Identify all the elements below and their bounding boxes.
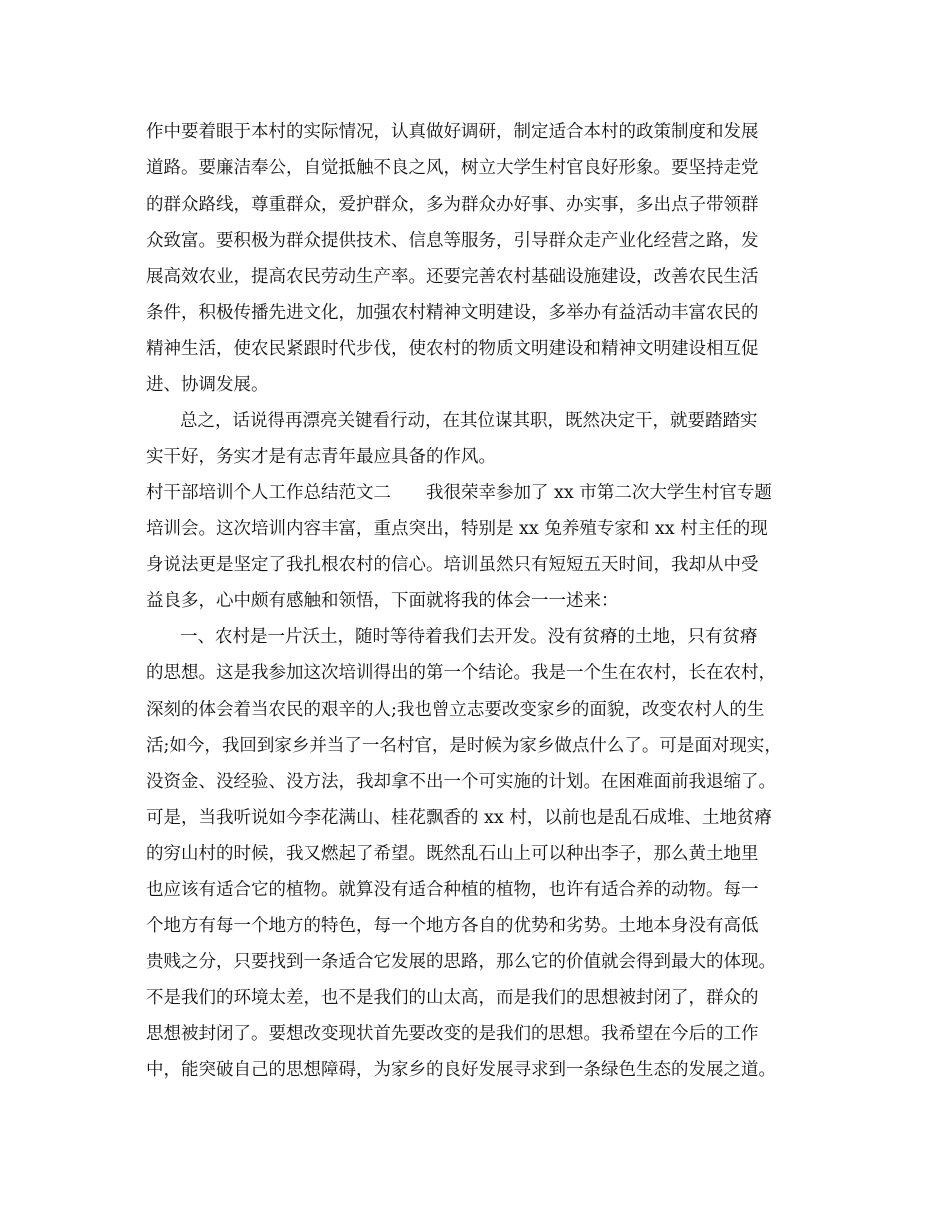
section-heading-line: 村干部培训个人工作总结范文二 我很荣幸参加了 xx 市第二次大学生村官专题 <box>146 483 772 503</box>
text-line: 益良多，心中颇有感触和领悟，下面就将我的体会一一述来： <box>146 591 619 611</box>
text-line: 作中要着眼于本村的实际情况，认真做好调研，制定适合本村的政策制度和发展 <box>146 122 759 142</box>
text-line: 实干好，务实才是有志青年最应具备的作风。 <box>146 447 496 467</box>
text-line: 培训会。这次培训内容丰富，重点突出，特别是 xx 兔养殖专家和 xx 村主任的现 <box>146 519 768 539</box>
text-line: 深刻的体会着当农民的艰辛的人;我也曾立志要改变家乡的面貌，改变农村人的生 <box>146 700 765 720</box>
text-line: 的群众路线，尊重群众，爱护群众，多为群众办好事、办实事，多出点子带领群 <box>146 195 759 215</box>
paragraph-start-line: 总之，话说得再漂亮关键看行动，在其位谋其职，既然决定干，就要踏踏实 <box>180 411 758 431</box>
text-line: 身说法更是坚定了我扎根农村的信心。培训虽然只有短短五天时间，我却从中受 <box>146 555 759 575</box>
text-line: 中，能突破自己的思想障碍，为家乡的良好发展寻求到一条绿色生态的发展之道。 <box>146 1060 776 1080</box>
text-line: 展高效农业，提高农民劳动生产率。还要完善农村基础设施建设，改善农民生活 <box>146 267 759 287</box>
text-line: 条件，积极传播先进文化，加强农村精神文明建设，多举办有益活动丰富农民的 <box>146 303 759 323</box>
text-line: 道路。要廉洁奉公，自觉抵触不良之风，树立大学生村官良好形象。要坚持走党 <box>146 158 759 178</box>
text-line: 的穷山村的时候，我又燃起了希望。既然乱石山上可以种出李子，那么黄土地里 <box>146 844 759 864</box>
text-line: 精神生活，使农民紧跟时代步伐，使农村的物质文明建设和精神文明建设相互促 <box>146 339 759 359</box>
text-line: 没资金、没经验、没方法，我却拿不出一个可实施的计划。在困难面前我退缩了。 <box>146 772 776 792</box>
text-line: 个地方有每一个地方的特色，每一个地方各自的优势和劣势。土地本身没有高低 <box>146 916 759 936</box>
text-line: 进、协调发展。 <box>146 375 269 395</box>
text-line: 也应该有适合它的植物。就算没有适合种植的植物，也许有适合养的动物。每一 <box>146 880 759 900</box>
text-line: 不是我们的环境太差，也不是我们的山太高，而是我们的思想被封闭了，群众的 <box>146 988 759 1008</box>
text-line: 可是，当我听说如今李花满山、桂花飘香的 xx 村，以前也是乱石成堆、土地贫瘠 <box>146 808 772 828</box>
text-line: 活;如今，我回到家乡并当了一名村官，是时候为家乡做点什么了。可是面对现实， <box>146 736 782 756</box>
text-line: 思想被封闭了。要想改变现状首先要改变的是我们的思想。我希望在今后的工作 <box>146 1024 759 1044</box>
paragraph-start-line: 一、农村是一片沃土，随时等待着我们去开发。没有贫瘠的土地，只有贫瘠 <box>180 627 758 647</box>
text-line: 贵贱之分，只要找到一条适合它发展的思路，那么它的价值就会得到最大的体现。 <box>146 952 776 972</box>
text-line: 众致富。要积极为群众提供技术、信息等服务，引导群众走产业化经营之路，发 <box>146 231 759 251</box>
text-line: 的思想。这是我参加这次培训得出的第一个结论。我是一个生在农村，长在农村， <box>146 663 776 683</box>
